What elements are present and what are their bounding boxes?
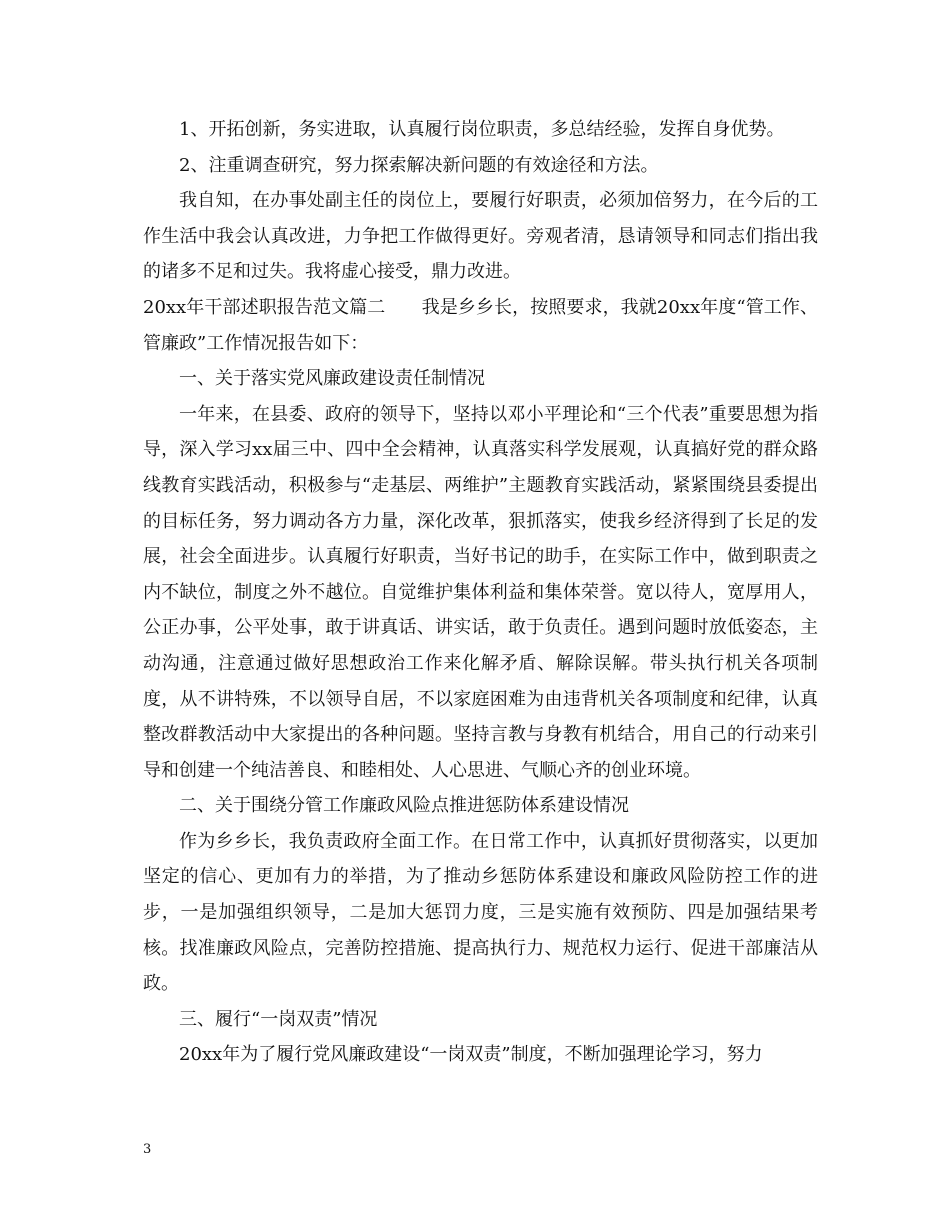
paragraph: 2、注重调查研究，努力探索解决新问题的有效途径和方法。 (179, 154, 659, 176)
paragraph: 我自知，在办事处副主任的岗位上，要履行好职责，必须加倍努力，在今后的工作生活中我会认真改进，力争把工作做得更好。旁观者清，恳请领导和同志们指出我的诸多不足和过失。我将虚心接受，鼎力改进。 (143, 190, 818, 283)
paragraph: 1、开拓创新，务实进取，认真履行岗位职责，多总结经验，发挥自身优势。 (179, 119, 785, 140)
document-body (143, 112, 818, 1073)
page-number: 3 (143, 1142, 152, 1157)
paragraph: 一、关于落实党风廉政建设责任制情况 (179, 368, 485, 390)
paragraph: 作为乡乡长，我负责政府全面工作。在日常工作中，认真抓好贯彻落实，以更加坚定的信心、更加有力的举措，为了推动乡惩防体系建设和廉政风险防控工作的进步，一是加强组织领导，二是加大惩罚力度，三是实施有效预防、四是加强结果考核。找准廉政风险点，完善防控措施、提高执行力、规范权力运行、促进干部廉洁从政。 (143, 830, 818, 995)
paragraph: 一年来，在县委、政府的领导下，坚持以邓小平理论和“三个代表”重要思想为指导，深入学习xx届三中、四中全会精神，认真落实科学发展观，认真搞好党的群众路线教育实践活动，积极参与“走基层、两维护”主题教育实践活动，紧紧围绕县委提出的目标任务，努力调动各方力量，深化改革，狠抓落实，使我乡经济得到了长足的发展，社会全面进步。认真履行好职责，当好书记的助手，在实际工作中，做到职责之内不缺位，制度之外不越位。自觉维护集体利益和集体荣誉。宽以待人，宽厚用人，公正办事，公平处事，敢于讲真话、讲实话，敢于负责任。遇到问题时放低姿态，主动沟通，注意通过做好思想政治工作来化解矛盾、解除误解。带头执行机关各项制度，从不讲特殊，不以领导自居，不以家庭困难为由违背机关各项制度和纪律，认真整改群教活动中大家提出的各种问题。坚持言教与身教有机结合，用自己的行动来引导和创建一个纯洁善良、和睦相处、人心思进、气顺心齐的创业环境。 (143, 403, 818, 781)
paragraph: 20xx年为了履行党风廉政建设“一岗双责”制度，不断加强理论学习，努力 (179, 1044, 763, 1066)
paragraph: 20xx年干部述职报告范文篇二 我是乡乡长，按照要求，我就20xx年度“管工作、管廉政”工作情况报告如下： (143, 296, 818, 354)
paragraph: 三、履行“一岗双责”情况 (179, 1008, 378, 1030)
paragraph: 二、关于围绕分管工作廉政风险点推进惩防体系建设情况 (179, 795, 629, 817)
